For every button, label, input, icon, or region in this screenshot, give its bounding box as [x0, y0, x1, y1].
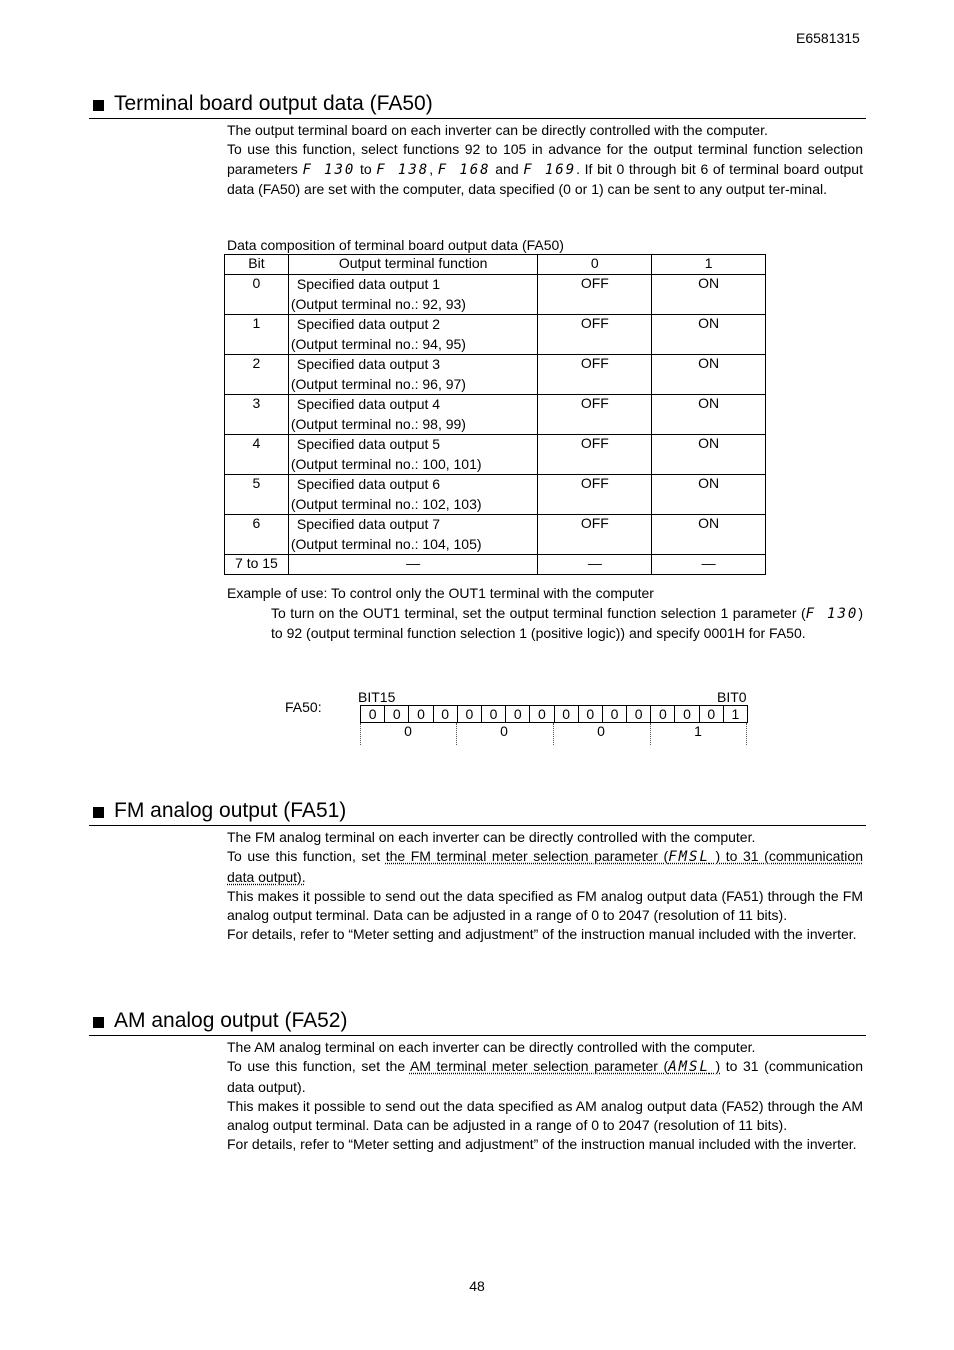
text-run: ,: [429, 160, 438, 177]
function-name: Specified data output 7: [296, 516, 441, 532]
value-zero-cell: OFF: [538, 475, 652, 515]
table-row: [225, 475, 766, 515]
bit-cell: 0: [675, 706, 699, 722]
value-zero-cell: OFF: [538, 395, 652, 435]
function-name: Specified data output 4: [296, 396, 441, 412]
terminal-numbers: (Output terminal no.: 96, 97): [290, 375, 466, 392]
text-run: . If bit 0 through bit 6 of terminal board output data (FA50) are set with the computer, data specified (0 or 1) can be sent to any output ter-minal.: [227, 160, 863, 197]
bit-cell: 0: [603, 706, 627, 722]
bit-cell: 0: [225, 275, 289, 315]
function-name: Specified data output 3: [296, 356, 441, 372]
section-title: Terminal board output data (FA50): [114, 92, 433, 115]
function-name: Specified data output 5: [296, 436, 441, 452]
bit-register-label: FA50:: [285, 699, 322, 715]
terminal-numbers: (Output terminal no.: 100, 101): [290, 455, 482, 472]
fa51-text: [227, 828, 863, 945]
bit-cell: 4: [225, 435, 289, 475]
value-zero-cell: OFF: [538, 435, 652, 475]
param-amsl: AMSL: [668, 1059, 710, 1076]
paragraph: For details, refer to “Meter setting and adjustment” of the instruction manual included with the inverter.: [227, 926, 857, 943]
param-fmsl: FMSL: [668, 849, 710, 866]
function-cell: [288, 515, 538, 555]
fa50-intro: [227, 121, 863, 199]
text-run: ) to 31 (communication data output).: [227, 848, 863, 885]
terminal-numbers: (Output terminal no.: 102, 103): [290, 495, 482, 512]
table-row: [225, 315, 766, 355]
function-cell: [288, 315, 538, 355]
function-name: Specified data output 2: [296, 316, 441, 332]
table-row: [225, 275, 766, 315]
value-one-cell: ON: [652, 315, 766, 355]
intro-line: The output terminal board on each inverter can be directly controlled with the computer.: [227, 122, 768, 138]
param-f130: F 130: [805, 606, 859, 622]
page-number: 48: [469, 1278, 485, 1294]
bit-cell: 0: [627, 706, 651, 722]
function-cell: —: [288, 555, 538, 575]
paragraph: This makes it possible to send out the data specified as FM analog output data (FA51) through the FM analog output terminal. Data can be adjusted in a range of 0 to 2047 (resolution of 11 bits).: [227, 887, 863, 924]
paragraph: The FM analog terminal on each inverter can be directly controlled with the computer.: [227, 829, 756, 845]
function-cell: [288, 475, 538, 515]
fa52-text: [227, 1038, 863, 1155]
bit-cell: 0: [409, 706, 433, 722]
text-run: ) to 92 (output terminal function selection 1 (positive logic)) and specify 0001H for FA50.: [271, 605, 863, 642]
table-caption: Data composition of terminal board output data (FA50): [227, 237, 564, 253]
section-heading-fa51: [89, 799, 866, 826]
bit15-label: BIT15: [358, 689, 396, 705]
param-f169: F 169: [523, 161, 577, 178]
nibble-row: [360, 723, 748, 747]
value-one-cell: ON: [652, 275, 766, 315]
bit-cell: 0: [651, 706, 675, 722]
section-heading-fa52: [89, 1009, 866, 1036]
function-name: Specified data output 1: [296, 276, 441, 292]
param-f130: F 130: [302, 161, 356, 178]
function-cell: [288, 355, 538, 395]
square-bullet-icon: [93, 1017, 104, 1028]
bit-cell: 7 to 15: [225, 555, 289, 575]
parameter-link-text: [410, 1058, 720, 1074]
function-name: Specified data output 6: [296, 476, 441, 492]
header-one: 1: [652, 255, 766, 275]
table-row: [225, 435, 766, 475]
bit-cell: 0: [506, 706, 530, 722]
value-one-cell: ON: [652, 355, 766, 395]
bit-cell: 3: [225, 395, 289, 435]
bit-cell: 5: [225, 475, 289, 515]
text-run: the FM terminal meter selection parameter (: [385, 848, 669, 865]
function-cell: [288, 395, 538, 435]
square-bullet-icon: [93, 807, 104, 818]
bit0-label: BIT0: [717, 689, 747, 705]
paragraph: [227, 847, 863, 887]
text-run: To use this function, set the: [227, 1058, 410, 1075]
value-one-cell: —: [652, 555, 766, 575]
text-run: To use this function, set: [227, 848, 386, 865]
terminal-numbers: (Output terminal no.: 104, 105): [290, 535, 482, 552]
nibble-value: 0: [500, 723, 508, 739]
table-row: [225, 355, 766, 395]
value-zero-cell: OFF: [538, 315, 652, 355]
value-zero-cell: OFF: [538, 275, 652, 315]
value-one-cell: ON: [652, 475, 766, 515]
intro-paragraph: [227, 140, 863, 199]
terminal-numbers: (Output terminal no.: 94, 95): [290, 335, 466, 352]
text-run: to: [355, 160, 377, 177]
bit-cell: 2: [225, 355, 289, 395]
bit-cell: 0: [482, 706, 506, 722]
bit-cell: 1: [731, 706, 740, 722]
paragraph: This makes it possible to send out the data specified as AM analog output data (FA52) through the AM analog output terminal. Data can be adjusted in a range of 0 to 2047 (resolution of 11 bits).: [227, 1097, 863, 1134]
fa50-data-table: [224, 254, 766, 575]
paragraph: [227, 1057, 863, 1097]
bit-cell: 0: [434, 706, 458, 722]
value-zero-cell: —: [538, 555, 652, 575]
bit-cell: 0: [530, 706, 554, 722]
table-row: [225, 555, 766, 575]
text-run: ): [709, 1058, 721, 1075]
terminal-numbers: (Output terminal no.: 98, 99): [290, 415, 466, 432]
section-title: FM analog output (FA51): [114, 799, 347, 822]
param-f138: F 138: [376, 161, 430, 178]
example-text: [271, 604, 863, 644]
function-cell: [288, 435, 538, 475]
example-title: Example of use: To control only the OUT1 terminal with the computer: [227, 585, 654, 601]
section-title: AM analog output (FA52): [114, 1009, 348, 1032]
bit-cell: 0: [555, 706, 579, 722]
text-run: AM terminal meter selection parameter (: [409, 1058, 669, 1075]
header-zero: 0: [538, 255, 652, 275]
header-function: Output terminal function: [288, 255, 538, 275]
nibble-value: 0: [404, 723, 412, 739]
value-one-cell: ON: [652, 395, 766, 435]
section-heading-fa50: [89, 92, 866, 119]
header-bit: Bit: [225, 255, 289, 275]
table-row: [225, 515, 766, 555]
bit-cell: 0: [458, 706, 482, 722]
bit-cell: 0: [579, 706, 603, 722]
bit-register: [360, 705, 748, 723]
param-f168: F 168: [437, 161, 491, 178]
document-number: E6581315: [796, 30, 860, 46]
value-zero-cell: OFF: [538, 515, 652, 555]
example-paragraph: [271, 604, 863, 644]
value-one-cell: ON: [652, 435, 766, 475]
square-bullet-icon: [93, 100, 104, 111]
bit-cell: 6: [225, 515, 289, 555]
bit-cell: 1: [225, 315, 289, 355]
bit-cell: 0: [700, 706, 724, 722]
bit-cell: 0: [385, 706, 409, 722]
table-row: [225, 395, 766, 435]
function-cell: [288, 275, 538, 315]
text-run: and: [490, 160, 524, 177]
divider: [746, 723, 747, 745]
paragraph: For details, refer to “Meter setting and adjustment” of the instruction manual included with the inverter.: [227, 1136, 857, 1153]
nibble-value: 0: [597, 723, 605, 739]
paragraph: The AM analog terminal on each inverter can be directly controlled with the computer.: [227, 1039, 756, 1055]
text-run: To turn on the OUT1 terminal, set the output terminal function selection 1 parameter (: [271, 605, 806, 621]
table-header-row: [225, 255, 766, 275]
nibble-value: 1: [694, 723, 702, 739]
terminal-numbers: (Output terminal no.: 92, 93): [290, 295, 466, 312]
text-run: to 31 (communication data output).: [227, 1058, 863, 1095]
value-zero-cell: OFF: [538, 355, 652, 395]
text-run: To use this function, select functions 92 to 105 in advance for the output terminal function selection parameters: [227, 141, 863, 177]
value-one-cell: ON: [652, 515, 766, 555]
bit-cell: 0: [361, 706, 385, 722]
